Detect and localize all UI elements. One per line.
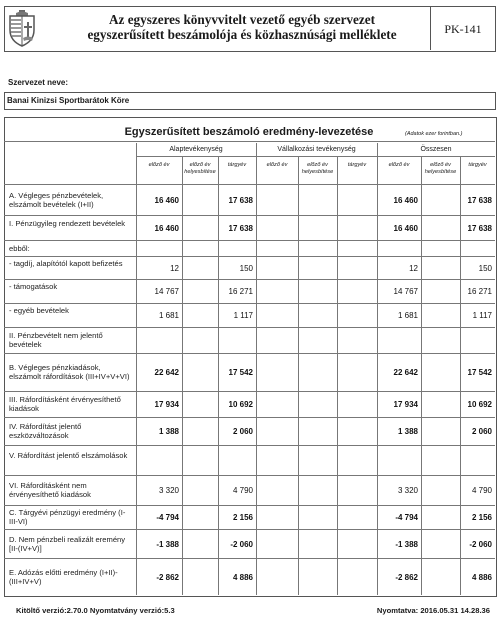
row-value: -2 862 [395, 572, 418, 582]
row-value: -1 388 [395, 539, 418, 549]
row-value: 17 638 [228, 195, 253, 205]
row-label: II. Pénzbevételt nem jelentő bevételek [9, 331, 103, 349]
row-value: 1 117 [472, 311, 492, 320]
column-subheader: előző év helyesbítése [301, 162, 334, 175]
row-label: - támogatások [9, 282, 58, 291]
row-value: 22 642 [393, 368, 418, 377]
row-value: 17 934 [393, 400, 418, 409]
row-value: 17 638 [228, 223, 253, 233]
column-subheader: előző év [266, 162, 288, 168]
row-value: -2 862 [156, 572, 179, 582]
form-code: PK-141 [444, 22, 482, 36]
grid-line-sub-col [421, 156, 422, 595]
row-value: 1 388 [397, 427, 418, 436]
row-value: 12 [170, 263, 179, 273]
row-value: 1 117 [233, 311, 253, 320]
grid-line-sub-col [182, 156, 183, 595]
row-label: - tagdíj, alapítótól kapott befizetés [9, 258, 123, 268]
row-value: 14 767 [154, 287, 179, 296]
row-label: VI. Ráfordításként nem érvényesíthető kiadások [9, 481, 91, 499]
column-group-header: Vállalkozási tevékenység [277, 146, 356, 153]
row-value: 10 692 [467, 400, 492, 409]
row-value: 17 542 [467, 368, 492, 377]
row-value: 1 681 [158, 311, 179, 320]
software-version: Kitöltő verzió:2.70.0 Nyomtatvány verzió:5.3 [16, 606, 175, 615]
row-label: B. Végleges pénzkiadások, elszámolt ráfordítások (III+IV+V+VI) [9, 363, 130, 381]
row-value: 4 790 [471, 486, 492, 495]
row-value: -2 060 [230, 539, 253, 549]
section-title: Egyszerűsített beszámoló eredmény-levezetése [124, 126, 374, 138]
column-subheader: előző év [148, 162, 170, 168]
grid-line-groups [136, 156, 495, 157]
form-title [56, 12, 428, 42]
row-value: 17 638 [467, 223, 492, 233]
row-value: -4 794 [156, 513, 179, 522]
row-label: C. Tárgyévi pénzügyi eredmény (I-III-VI) [9, 508, 126, 526]
row-value: 17 542 [228, 368, 253, 377]
row-value: 17 934 [154, 400, 179, 409]
row-value: 4 790 [232, 486, 253, 495]
header-divider [430, 6, 431, 50]
grid-line-sub-col [298, 156, 299, 595]
row-label: III. Ráfordításként érvényesíthető kiadások [9, 395, 121, 413]
print-timestamp: Nyomtatva: 2016.05.31 14.28.36 [376, 606, 490, 615]
row-value: 16 460 [393, 195, 418, 205]
row-value: 10 692 [228, 400, 253, 409]
row-value: 150 [478, 263, 492, 273]
row-label: - egyéb bevételek [9, 306, 69, 315]
column-group-header: Alaptevékenység [169, 146, 223, 153]
column-subheader: tárgyév [468, 162, 487, 168]
row-value: 16 460 [393, 223, 418, 233]
form-title-line1: Az egyszeres könyvvitelt vezető egyéb szervezet [109, 12, 375, 27]
row-value: 17 638 [467, 195, 492, 205]
row-value: -2 060 [469, 539, 492, 549]
column-subheader: előző év helyesbítése [184, 162, 216, 175]
grid-line-title [4, 141, 495, 142]
row-label: D. Nem pénzbeli realizált eremény [II-(IV+V)] [9, 534, 126, 553]
row-label: ebből: [9, 244, 30, 253]
coat-of-arms-icon [6, 8, 38, 48]
column-subheader: tárgyév [227, 162, 247, 168]
row-value: 2 156 [232, 513, 253, 522]
row-label: I. Pénzügyileg rendezett bevételek [9, 218, 126, 228]
column-group-header: Összesen [420, 146, 452, 153]
row-value: 150 [239, 263, 253, 273]
row-value: 1 388 [158, 427, 179, 436]
row-value: 16 460 [154, 195, 179, 205]
row-value: 12 [409, 263, 418, 273]
row-value: 22 642 [154, 368, 179, 377]
units-note: (Adatok ezer forintban.) [405, 131, 463, 137]
column-subheader: előző év [388, 162, 410, 168]
row-label: IV. Ráfordítást jelentő eszközváltozások [9, 422, 82, 440]
form-title-line2: egyszerűsített beszámolója és közhasznúsági melléklete [87, 27, 397, 42]
row-label: E. Adózás előtti eredmény (I+II)-(III+IV+V) [9, 567, 118, 586]
row-value: 16 271 [228, 287, 253, 296]
row-value: 2 060 [471, 427, 492, 436]
row-label: V. Ráfordítást jelentő elszámolások [9, 451, 128, 460]
row-value: 2 060 [232, 427, 253, 436]
row-value: 16 271 [467, 287, 492, 296]
column-subheader: tárgyév [347, 162, 367, 168]
row-value: 14 767 [393, 287, 418, 296]
row-value: 4 886 [471, 572, 492, 582]
row-value: 16 460 [154, 223, 179, 233]
row-value: 2 156 [471, 513, 492, 522]
column-subheader: előző év helyesbítése [424, 162, 457, 175]
row-value: 1 681 [397, 311, 418, 320]
org-name-value: Banai Kinizsi Sportbarátok Köre [7, 96, 130, 105]
row-value: -1 388 [156, 539, 179, 549]
grid-line-group-col [256, 143, 257, 595]
row-label: A. Végleges pénzbevételek, elszámolt bevételek (I+II) [9, 190, 104, 209]
row-value: 3 320 [397, 486, 418, 495]
row-value: 3 320 [158, 486, 179, 495]
row-value: 4 886 [232, 572, 253, 582]
grid-line-sub-col [337, 156, 338, 595]
row-value: -4 794 [395, 513, 418, 522]
org-name-label: Szervezet neve: [8, 78, 69, 87]
